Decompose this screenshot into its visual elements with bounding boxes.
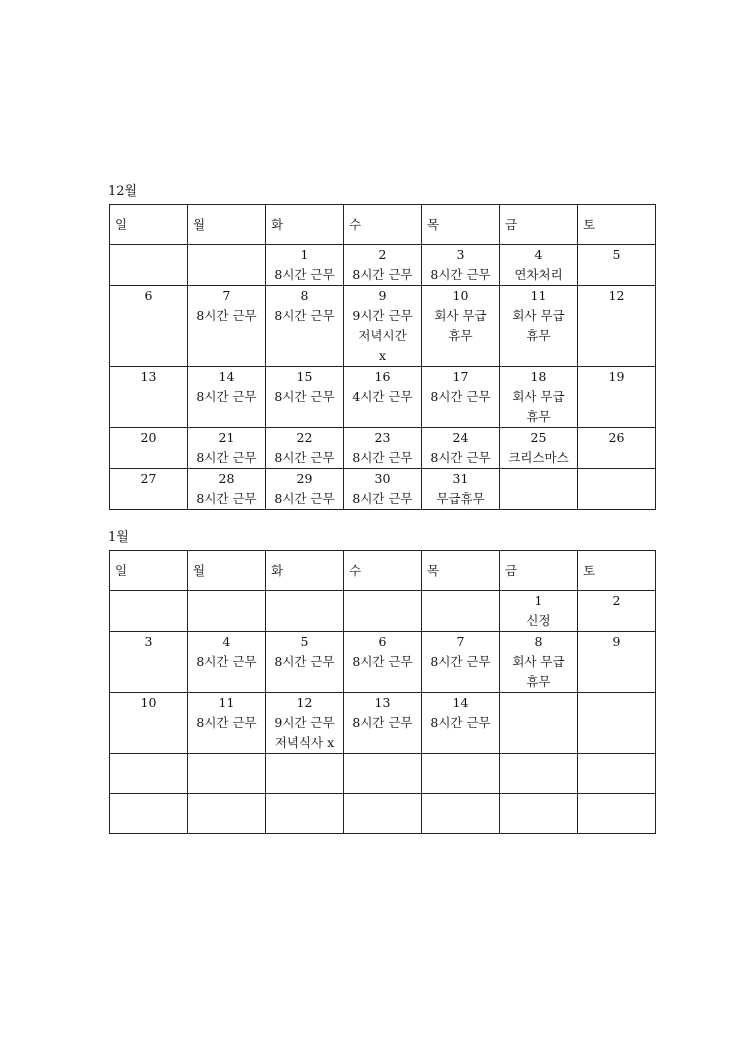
day-cell: [344, 428, 422, 469]
day-note: 회사 무급 휴무: [512, 308, 565, 343]
day-cell: [188, 245, 266, 286]
day-number: 9: [612, 634, 621, 649]
day-number: 16: [374, 369, 391, 384]
day-number: 12: [296, 695, 313, 710]
day-note: 회사 무급 휴무: [512, 389, 565, 424]
day-note: 8시간 근무: [196, 308, 257, 323]
day-cell: [578, 693, 656, 754]
day-number: 5: [300, 634, 309, 649]
day-number: 9: [378, 288, 387, 303]
day-cell: [422, 754, 500, 794]
day-note: 8시간 근무: [352, 491, 413, 506]
day-note: 8시간 근무: [196, 715, 257, 730]
day-note: 회사 무급 휴무: [434, 308, 487, 343]
day-note: 연차처리: [514, 267, 563, 282]
day-number: 6: [378, 634, 387, 649]
week-row: [110, 693, 656, 754]
day-note: 8시간 근무: [430, 389, 491, 404]
day-note: 8시간 근무: [196, 654, 257, 669]
day-number: 17: [452, 369, 469, 384]
day-cell: [344, 469, 422, 510]
day-cell: [110, 469, 188, 510]
day-cell: [110, 245, 188, 286]
day-number: 2: [378, 247, 387, 262]
day-cell: [422, 632, 500, 693]
day-cell: [578, 286, 656, 367]
day-number: 24: [452, 430, 469, 445]
weekday-header: 목: [422, 205, 500, 245]
day-cell: [110, 286, 188, 367]
day-cell: [188, 754, 266, 794]
day-note: 8시간 근무: [430, 267, 491, 282]
week-row: [110, 428, 656, 469]
day-note: 신정: [526, 613, 551, 628]
day-number: 19: [608, 369, 625, 384]
day-cell: [110, 632, 188, 693]
day-note: 무급휴무: [436, 491, 485, 506]
day-cell: [500, 591, 578, 632]
day-cell: [500, 367, 578, 428]
weekday-header: 수: [344, 205, 422, 245]
day-number: 1: [300, 247, 309, 262]
day-note: 8시간 근무: [430, 654, 491, 669]
day-cell: [578, 428, 656, 469]
day-cell: [578, 632, 656, 693]
day-number: 14: [218, 369, 235, 384]
week-row: [110, 469, 656, 510]
day-cell: [500, 632, 578, 693]
weekday-header: 월: [188, 551, 266, 591]
day-number: 12: [608, 288, 625, 303]
weekday-header: 토: [578, 205, 656, 245]
day-cell: [188, 632, 266, 693]
day-cell: [578, 367, 656, 428]
day-number: 20: [140, 430, 157, 445]
day-note: 8시간 근무: [196, 450, 257, 465]
day-cell: [110, 754, 188, 794]
day-cell: [344, 286, 422, 367]
day-number: 25: [530, 430, 547, 445]
day-cell: [422, 428, 500, 469]
day-cell: [344, 591, 422, 632]
weekday-header-row: [110, 205, 656, 245]
day-note: 8시간 근무: [274, 389, 335, 404]
day-note: 8시간 근무: [274, 654, 335, 669]
day-note: 8시간 근무: [352, 450, 413, 465]
week-row: [110, 591, 656, 632]
weekday-header: 월: [188, 205, 266, 245]
weekday-header: 일: [110, 551, 188, 591]
day-cell: [578, 469, 656, 510]
day-cell: [578, 245, 656, 286]
day-note: 8시간 근무: [274, 491, 335, 506]
day-number: 4: [222, 634, 231, 649]
week-row: [110, 754, 656, 794]
day-cell: [188, 794, 266, 834]
day-cell: [266, 428, 344, 469]
day-cell: [266, 286, 344, 367]
day-cell: [500, 428, 578, 469]
day-cell: [266, 367, 344, 428]
day-cell: [422, 794, 500, 834]
day-number: 3: [144, 634, 153, 649]
day-number: 10: [452, 288, 469, 303]
day-cell: [422, 245, 500, 286]
day-number: 13: [140, 369, 157, 384]
day-number: 11: [218, 695, 235, 710]
weekday-header: 일: [110, 205, 188, 245]
day-number: 27: [140, 471, 157, 486]
day-number: 2: [612, 593, 621, 608]
day-cell: [344, 245, 422, 286]
day-number: 8: [534, 634, 543, 649]
day-cell: [500, 754, 578, 794]
day-number: 6: [144, 288, 153, 303]
day-cell: [188, 367, 266, 428]
day-cell: [500, 286, 578, 367]
day-cell: [110, 428, 188, 469]
day-cell: [266, 469, 344, 510]
december-title: 12월: [108, 184, 138, 199]
day-note: 8시간 근무: [430, 715, 491, 730]
january-calendar-table: [109, 550, 656, 834]
day-number: 11: [530, 288, 547, 303]
day-cell: [188, 591, 266, 632]
day-number: 22: [296, 430, 313, 445]
day-note: 8시간 근무: [430, 450, 491, 465]
week-row: [110, 367, 656, 428]
day-number: 23: [374, 430, 391, 445]
day-cell: [344, 693, 422, 754]
day-number: 5: [612, 247, 621, 262]
day-cell: [344, 632, 422, 693]
day-number: 15: [296, 369, 313, 384]
day-cell: [344, 794, 422, 834]
day-cell: [422, 693, 500, 754]
day-number: 14: [452, 695, 469, 710]
day-note: 크리스마스: [508, 450, 569, 465]
day-number: 30: [374, 471, 391, 486]
day-note: 8시간 근무: [274, 450, 335, 465]
day-number: 7: [456, 634, 465, 649]
weekday-header: 금: [500, 205, 578, 245]
week-row: [110, 286, 656, 367]
day-cell: [110, 367, 188, 428]
day-note: 9시간 근무 저녁시간 x: [352, 308, 413, 363]
day-number: 7: [222, 288, 231, 303]
day-cell: [578, 754, 656, 794]
day-note: 8시간 근무: [352, 715, 413, 730]
day-number: 4: [534, 247, 543, 262]
day-note: 8시간 근무: [196, 491, 257, 506]
day-note: 4시간 근무: [352, 389, 413, 404]
day-note: 8시간 근무: [196, 389, 257, 404]
day-cell: [422, 469, 500, 510]
day-number: 26: [608, 430, 625, 445]
day-number: 1: [534, 593, 543, 608]
week-row: [110, 632, 656, 693]
day-cell: [578, 591, 656, 632]
weekday-header: 화: [266, 551, 344, 591]
day-number: 13: [374, 695, 391, 710]
day-note: 9시간 근무 저녁식사 x: [274, 715, 335, 750]
day-number: 29: [296, 471, 313, 486]
day-cell: [578, 794, 656, 834]
day-note: 8시간 근무: [352, 267, 413, 282]
day-number: 10: [140, 695, 157, 710]
day-number: 28: [218, 471, 235, 486]
day-cell: [344, 367, 422, 428]
day-number: 31: [452, 471, 469, 486]
day-cell: [500, 245, 578, 286]
day-cell: [422, 367, 500, 428]
weekday-header: 수: [344, 551, 422, 591]
day-cell: [188, 469, 266, 510]
day-note: 8시간 근무: [274, 308, 335, 323]
day-cell: [110, 591, 188, 632]
weekday-header: 목: [422, 551, 500, 591]
day-cell: [266, 591, 344, 632]
week-row: [110, 245, 656, 286]
day-cell: [110, 794, 188, 834]
day-cell: [500, 693, 578, 754]
day-cell: [266, 245, 344, 286]
day-cell: [500, 469, 578, 510]
day-cell: [110, 693, 188, 754]
january-title: 1월: [108, 530, 129, 545]
december-calendar-table: [109, 204, 656, 510]
day-cell: [266, 693, 344, 754]
day-note: 8시간 근무: [352, 654, 413, 669]
day-number: 21: [218, 430, 235, 445]
day-cell: [266, 632, 344, 693]
weekday-header: 토: [578, 551, 656, 591]
day-cell: [422, 591, 500, 632]
weekday-header: 화: [266, 205, 344, 245]
day-number: 3: [456, 247, 465, 262]
day-number: 18: [530, 369, 547, 384]
day-cell: [422, 286, 500, 367]
day-cell: [188, 428, 266, 469]
day-number: 8: [300, 288, 309, 303]
day-cell: [344, 754, 422, 794]
day-note: 8시간 근무: [274, 267, 335, 282]
day-cell: [188, 286, 266, 367]
day-cell: [266, 794, 344, 834]
weekday-header-row: [110, 551, 656, 591]
day-cell: [266, 754, 344, 794]
day-note: 회사 무급 휴무: [512, 654, 565, 689]
week-row: [110, 794, 656, 834]
day-cell: [500, 794, 578, 834]
weekday-header: 금: [500, 551, 578, 591]
day-cell: [188, 693, 266, 754]
